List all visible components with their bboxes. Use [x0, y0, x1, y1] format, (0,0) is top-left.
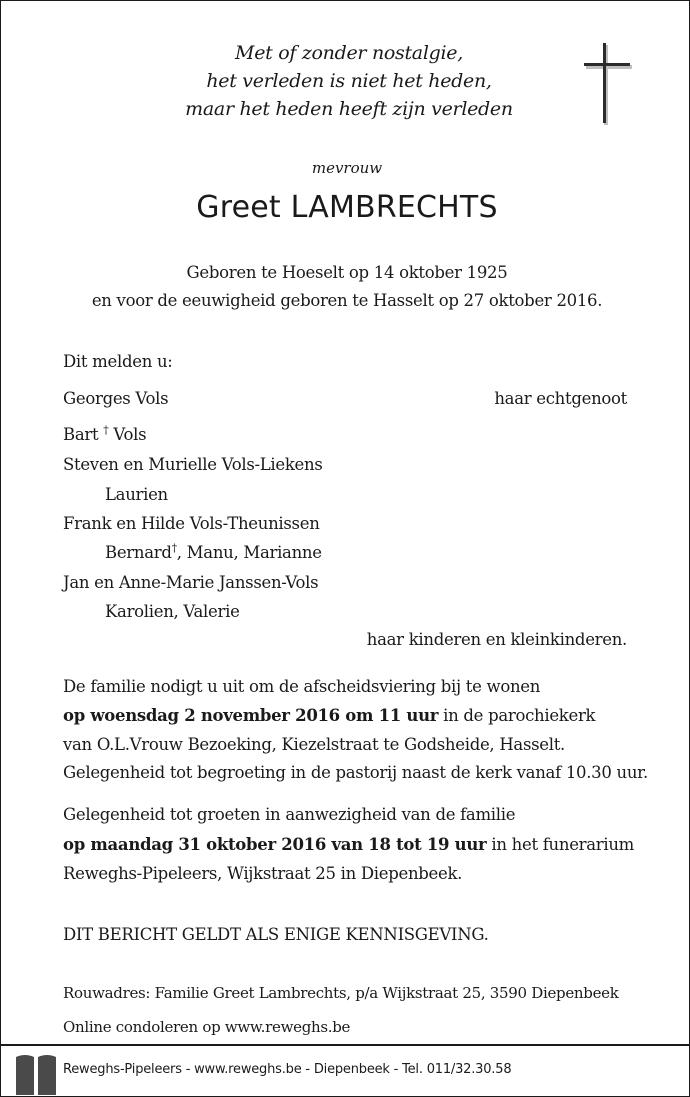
deceased-name: Greet LAMBRECHTS [196, 190, 498, 225]
family-laurien: Laurien [105, 485, 168, 504]
family-bart-surname: Vols [113, 425, 147, 444]
ceremony-date: op woensdag 2 november 2016 om 11 uur [63, 706, 439, 725]
family-bernard-rest: , Manu, Marianne [176, 543, 322, 562]
family-bart-name: Bart [63, 425, 99, 444]
spouse-role: haar echtgenoot [494, 389, 627, 408]
birth-line-2: en voor de eeuwigheid geboren te Hasselt op 27 oktober 2016. [91, 291, 603, 310]
poem-line-2: het verleden is niet het heden, [206, 70, 492, 92]
footer-divider [1, 1044, 690, 1046]
visitation-line-1: Gelegenheid tot groeten in aanwezigheid van de familie [63, 805, 516, 824]
visitation-line-2-rest: in het funerarium [486, 835, 635, 854]
ceremony-line-2-rest: in de parochiekerk [438, 706, 596, 725]
visitation-line-2 [63, 835, 634, 854]
family-karolien: Karolien, Valerie [105, 602, 240, 621]
family-bernard-name: Bernard [105, 543, 172, 562]
family-bernard [105, 543, 322, 562]
birth-info [1, 259, 690, 315]
family-role: haar kinderen en kleinkinderen. [366, 630, 627, 649]
ceremony-line-1: De familie nodigt u uit om de afscheidsviering bij te wonen [63, 677, 541, 696]
family-steven: Steven en Murielle Vols-Liekens [63, 455, 323, 474]
deceased-cross-icon: † [103, 423, 109, 437]
online-condolences: Online condoleren op www.reweghs.be [63, 1018, 351, 1036]
spouse-name: Georges Vols [63, 389, 169, 408]
announce-intro: Dit melden u: [63, 352, 173, 371]
poem-line-1: Met of zonder nostalgie, [235, 42, 463, 64]
funeral-home-logo-icon [15, 1053, 59, 1095]
family-bart [63, 425, 146, 444]
poem-line-3: maar het heden heeft zijn verleden [185, 98, 513, 120]
visitation-date: op maandag 31 oktober 2016 van 18 tot 19 uur [63, 835, 487, 854]
ceremony-line-2 [63, 706, 595, 725]
footer-contact: Reweghs-Pipeleers - www.reweghs.be - Diepenbeek - Tel. 011/32.30.58 [63, 1062, 512, 1077]
latin-cross-icon [582, 41, 632, 125]
visitation-line-3: Reweghs-Pipeleers, Wijkstraat 25 in Diepenbeek. [63, 864, 463, 883]
mourning-address: Rouwadres: Familie Greet Lambrechts, p/a Wijkstraat 25, 3590 Diepenbeek [63, 984, 619, 1002]
notice: DIT BERICHT GELDT ALS ENIGE KENNISGEVING. [63, 925, 489, 944]
ceremony-line-4: Gelegenheid tot begroeting in de pastorij naast de kerk vanaf 10.30 uur. [63, 763, 648, 782]
salutation: mevrouw [311, 159, 383, 177]
family-frank: Frank en Hilde Vols-Theunissen [63, 514, 320, 533]
deceased-cross-icon: † [171, 541, 177, 555]
ceremony-line-3: van O.L.Vrouw Bezoeking, Kiezelstraat te Godsheide, Hasselt. [63, 735, 565, 754]
birth-line-1: Geboren te Hoeselt op 14 oktober 1925 [186, 263, 508, 282]
family-jan: Jan en Anne-Marie Janssen-Vols [63, 573, 319, 592]
